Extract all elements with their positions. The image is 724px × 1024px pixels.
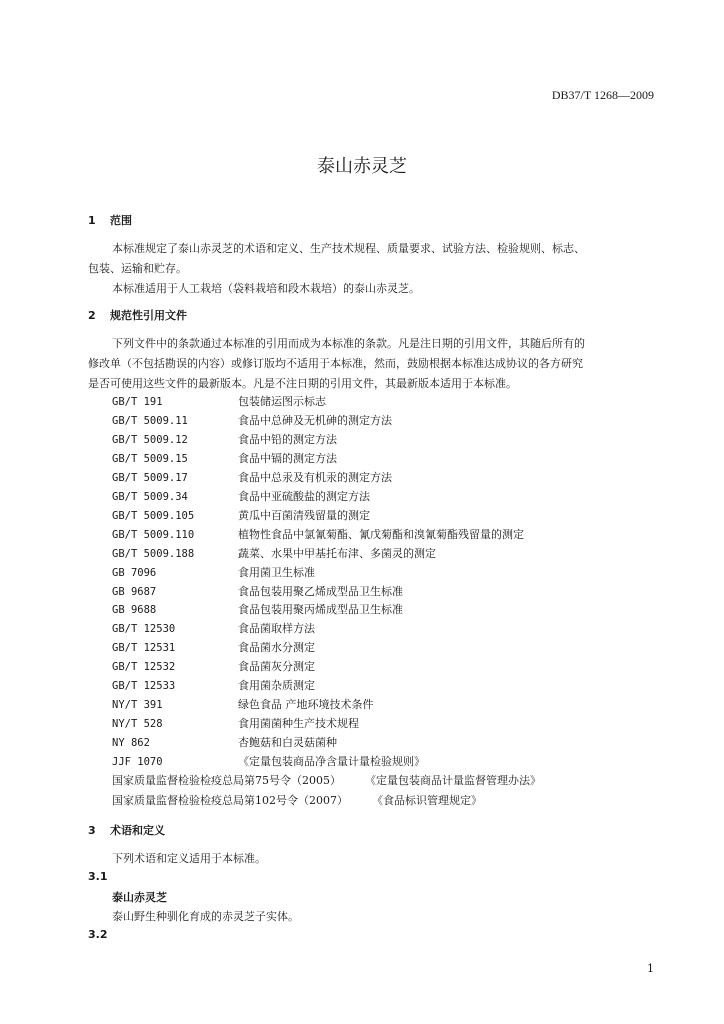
reference-row	[112, 507, 370, 523]
reference-row	[112, 412, 392, 428]
scope-paragraph-line-2: 包装、运输和贮存。	[88, 262, 187, 275]
reference-row	[112, 696, 374, 712]
reference-name: 食品包装用聚丙烯成型品卫生标准	[238, 603, 403, 617]
reference-row	[112, 620, 315, 636]
reference-row	[112, 658, 315, 674]
reference-name: 食品菌水分测定	[238, 641, 315, 655]
reference-code: GB/T 12531	[112, 642, 176, 655]
reference-row	[112, 583, 403, 599]
reference-code: GB/T 5009.188	[112, 547, 195, 560]
reference-name: 食品菌取样方法	[238, 622, 315, 636]
reference-name: 植物性食品中氯氰菊酯、氰戊菊酯和溴氰菊酯残留量的测定	[238, 527, 524, 541]
section-3-heading	[88, 822, 165, 838]
regulation-reference	[112, 792, 482, 808]
reference-code: GB/T 191	[112, 396, 163, 408]
reference-code: GB/T 12533	[112, 680, 176, 693]
regulation-order: 国家质量监督检验检疫总局第75号令（2005）	[112, 774, 341, 787]
reference-name: 食品包装用聚乙烯成型品卫生标准	[238, 584, 403, 598]
reference-name: 包装储运图示标志	[238, 395, 326, 408]
scope-paragraph-line-1: 本标准规定了泰山赤灵芝的术语和定义、生产技术规程、质量要求、试验方法、检验规则、标志、	[112, 242, 585, 255]
regulation-title: 《食品标识管理规定》	[372, 794, 482, 807]
reference-code: GB/T 12532	[112, 661, 176, 674]
reference-row	[112, 639, 315, 655]
references-intro-line-1: 下列文件中的条款通过本标准的引用而成为本标准的条款。凡是注日期的引用文件，其随后所有的	[112, 337, 585, 350]
reference-name: 黄瓜中百菌清残留量的测定	[238, 508, 370, 522]
reference-name: 食品菌灰分测定	[238, 660, 315, 674]
reference-code: GB/T 5009.11	[112, 414, 188, 427]
reference-code: GB/T 5009.110	[112, 528, 195, 541]
reference-row	[112, 753, 425, 769]
term-number: 3.2	[88, 928, 108, 941]
reference-row	[112, 677, 315, 693]
regulation-title: 《定量包装商品计量监督管理办法》	[365, 774, 541, 787]
reference-code: NY/T 528	[112, 718, 163, 731]
reference-code: NY/T 391	[112, 699, 163, 712]
reference-row	[112, 734, 337, 750]
reference-row	[112, 469, 392, 485]
reference-code: JJF 1070	[112, 756, 163, 769]
reference-code: GB 9688	[112, 604, 157, 617]
reference-row	[112, 450, 337, 466]
reference-name: 杏鲍菇和白灵菇菌种	[238, 736, 337, 750]
reference-code: GB/T 5009.17	[112, 471, 188, 484]
section-title: 术语和定义	[110, 824, 165, 837]
reference-code: NY 862	[112, 737, 150, 750]
term-definition: 泰山野生种驯化育成的赤灵芝子实体。	[112, 910, 299, 923]
reference-code: GB/T 5009.15	[112, 452, 188, 465]
reference-code: GB/T 5009.34	[112, 490, 188, 503]
references-intro-line-3: 是否可使用这些文件的最新版本。凡是不注日期的引用文件，其最新版本适用于本标准。	[88, 377, 517, 390]
scope-paragraph-2: 本标准适用于人工栽培（袋料栽培和段木栽培）的泰山赤灵芝。	[112, 282, 420, 295]
reference-name: 蔬菜、水果中甲基托布津、多菌灵的测定	[238, 546, 436, 560]
page-number: 1	[647, 962, 654, 975]
section-number: 2	[88, 309, 96, 322]
reference-name: 食品中亚硫酸盐的测定方法	[238, 489, 370, 503]
reference-row	[112, 564, 315, 580]
section-2-heading	[88, 307, 187, 323]
reference-row	[112, 601, 403, 617]
reference-name: 食品中铅的测定方法	[238, 432, 337, 446]
section-number: 3	[88, 824, 96, 837]
section-title: 规范性引用文件	[110, 309, 187, 322]
document-title: 泰山赤灵芝	[317, 156, 407, 177]
references-intro-line-2: 修改单（不包括勘误的内容）或修订版均不适用于本标准，然而，鼓励根据本标准达成协议的各方研究	[88, 357, 583, 370]
reference-code: GB 7096	[112, 566, 157, 579]
reference-row	[112, 431, 337, 447]
regulation-reference	[112, 772, 541, 788]
section-number: 1	[88, 214, 96, 227]
reference-code: GB/T 12530	[112, 623, 176, 636]
reference-code: GB 9687	[112, 585, 157, 598]
reference-code: GB/T 5009.105	[112, 509, 195, 522]
reference-name: 食用菌杂质测定	[238, 679, 315, 693]
reference-name: 食品中总汞及有机汞的测定方法	[238, 470, 392, 484]
reference-name: 食品中总砷及无机砷的测定方法	[238, 413, 392, 427]
section-title: 范围	[110, 214, 132, 227]
reference-name: 绿色食品 产地环境技术条件	[238, 698, 374, 712]
term-name: 泰山赤灵芝	[112, 891, 167, 904]
reference-row	[112, 488, 370, 504]
section-1-heading	[88, 212, 132, 228]
reference-row	[112, 715, 359, 731]
reference-code: GB/T 5009.12	[112, 433, 188, 446]
term-number: 3.1	[88, 870, 108, 883]
reference-row	[112, 393, 326, 409]
reference-name: 食用菌菌种生产技术规程	[238, 717, 359, 731]
reference-row	[112, 526, 524, 542]
reference-name: 食用菌卫生标准	[238, 565, 315, 579]
regulation-order: 国家质量监督检验检疫总局第102号令（2007）	[112, 794, 348, 807]
reference-name: 食品中镉的测定方法	[238, 451, 337, 465]
reference-name: 《定量包装商品净含量计量检验规则》	[238, 755, 425, 769]
terms-intro: 下列术语和定义适用于本标准。	[112, 852, 266, 865]
standard-code: DB37/T 1268—2009	[551, 88, 654, 102]
reference-row	[112, 545, 436, 561]
